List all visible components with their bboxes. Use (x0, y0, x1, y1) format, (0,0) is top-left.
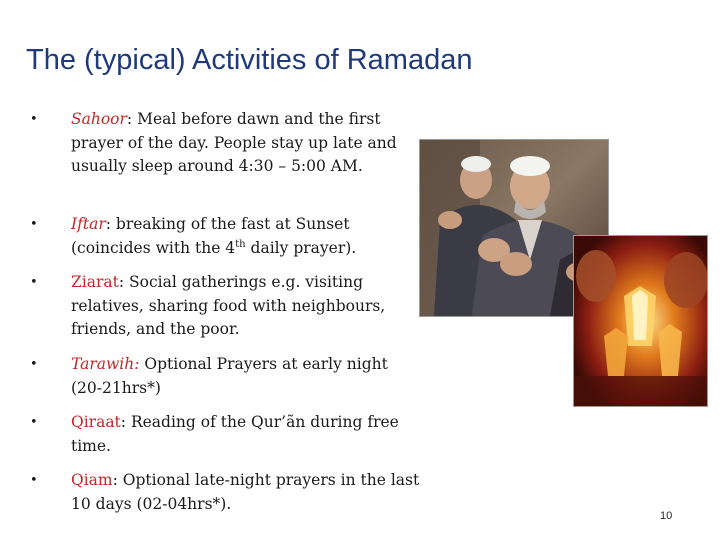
bullet-dot-icon: • (30, 217, 38, 232)
desc-iftar-b: daily prayer). (245, 238, 357, 257)
activity-list (30, 108, 420, 521)
bullet-qiam (30, 469, 420, 521)
desc-qiraat: : Reading of the Qur’ãn during free time. (71, 413, 399, 455)
bullet-iftar (30, 213, 420, 271)
bullet-ziarat (30, 271, 420, 353)
lanterns-children-photo (573, 235, 708, 407)
desc-iftar-a: : breaking of the fast at Sunset (coincides with the 4 (71, 215, 350, 257)
desc-qiam: : Optional late-night prayers in the last 10 days (02-04hrs*). (71, 471, 420, 513)
desc-ziarat: : Social gatherings e.g. visiting relatives, sharing food with neighbours, friends, and the poor. (71, 273, 386, 338)
bullet-tarawih (30, 353, 420, 411)
desc-tarawih: Optional Prayers at early night (20-21hrs*) (71, 355, 388, 397)
desc-sahoor: : Meal before dawn and the first prayer of the day. People stay up late and usually sleep around 4:30 – 5:00 AM. (71, 110, 397, 175)
bullet-dot-icon: • (30, 357, 38, 372)
term-tarawih: Tarawih: (71, 355, 140, 373)
term-qiraat: Qiraat (71, 413, 121, 431)
term-ziarat: Ziarat (71, 273, 119, 291)
bullet-dot-icon: • (30, 275, 38, 290)
slide-title: The (typical) Activities of Ramadan (26, 44, 473, 76)
bullet-sahoor (30, 108, 420, 213)
lanterns-illustration (574, 236, 707, 406)
term-qiam: Qiam (71, 471, 113, 489)
bullet-dot-icon: • (30, 415, 38, 430)
page-number: 10 (660, 510, 673, 522)
bullet-dot-icon: • (30, 112, 38, 127)
bullet-dot-icon: • (30, 473, 38, 488)
bullet-qiraat (30, 411, 420, 469)
term-sahoor: Sahoor (71, 110, 127, 128)
ordinal-suffix: th (235, 238, 246, 250)
term-iftar: Iftar (71, 215, 106, 233)
